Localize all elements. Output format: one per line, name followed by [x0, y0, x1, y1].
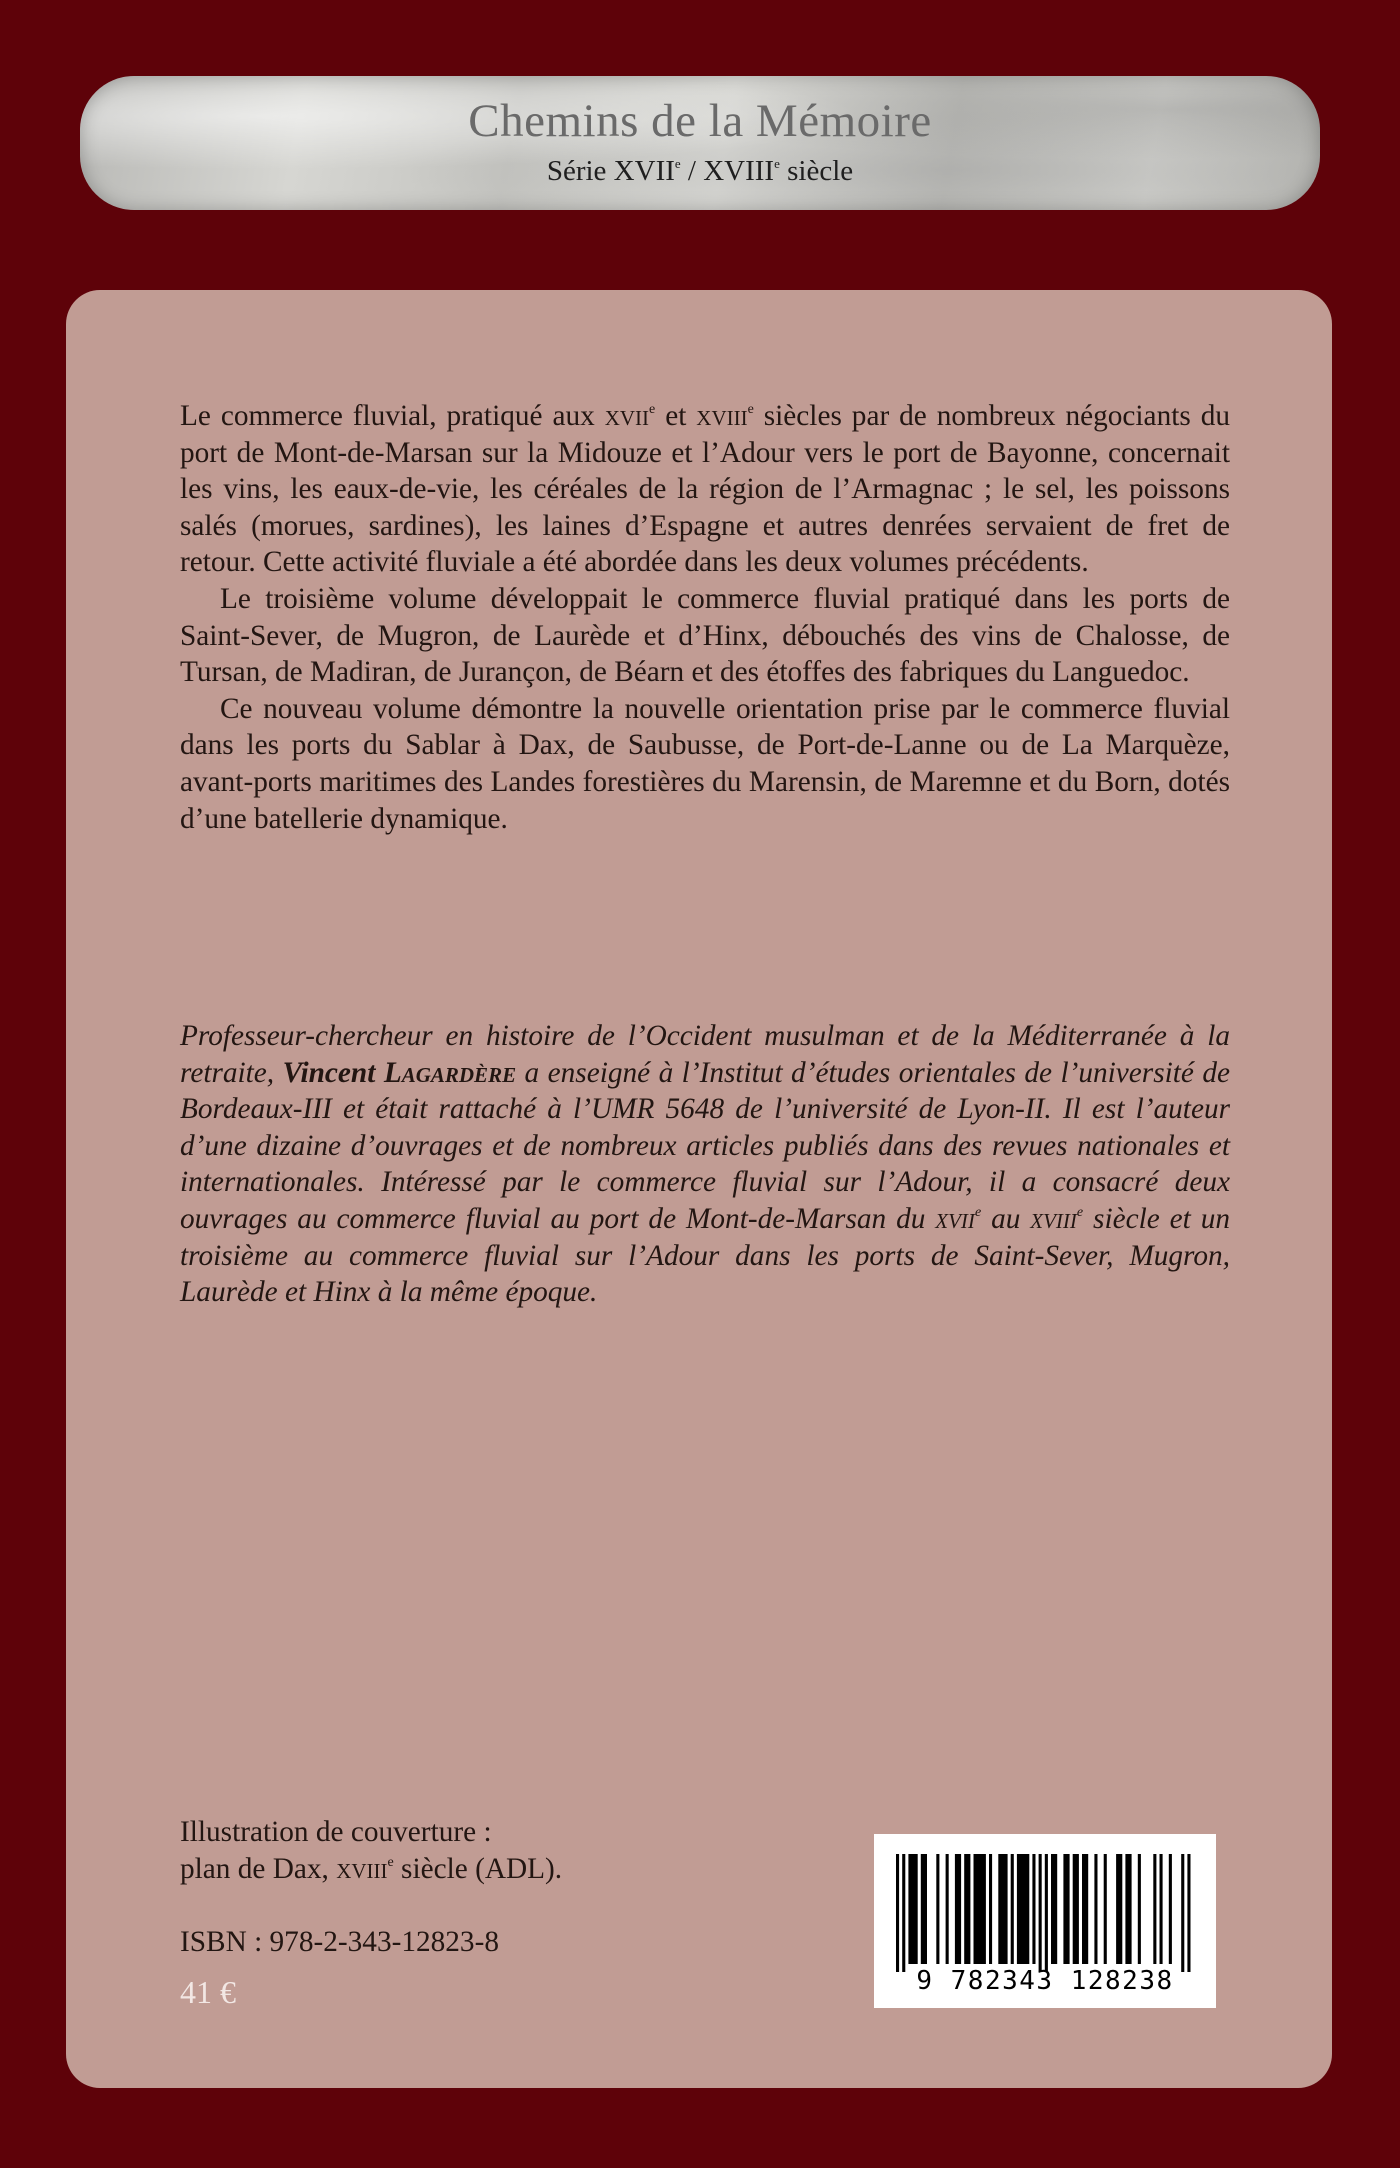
- summary-p1-text-c: siècles par de nombreux négociants du port de Mont-de-Marsan sur la Midouze et l’Adour vers le port de Bayonne, concernait les vins, les eaux-de-vie, les céréales de la région de l’Armagnac ; le sel, les poissons salés (morues, sardines), les laines d’Espagne et autres denrées servaient de fret de retour. Cette activité fluviale a été abordée dans les deux volumes précédents.: [180, 400, 1230, 579]
- credit-line-2b: siècle (ADL).: [393, 1852, 563, 1885]
- barcode-bar: [1063, 1854, 1069, 1964]
- barcode-bar: [1153, 1854, 1156, 1964]
- barcode-bar: [902, 1854, 905, 1972]
- summary-p1-text-a: Le commerce fluvial, pratiqué aux: [180, 400, 605, 432]
- bio-text-b: a enseigné à l’Institut d’études orientales de l’université de Bordeaux-III et était rattaché à l’UMR 5648 de l’université de Lyon-II. Il est l’auteur d’une dizaine d’ouvrages et de nombreux articles publiés dans des revues nationales et internationales. Intéressé par le commerce fluvial sur l’Adour, il a consacré deux ouvrages au commerce fluvial au port de Mont-de-Marsan du: [180, 1056, 1230, 1235]
- subtitle-prefix: Série XVII: [546, 155, 675, 187]
- barcode-bar: [1094, 1854, 1097, 1964]
- summary-paragraph-1: [180, 398, 1230, 581]
- barcode-bar: [1011, 1854, 1014, 1964]
- bio-century-17-sup: e: [974, 1204, 982, 1220]
- price-label: 41 €: [180, 1974, 236, 2010]
- barcode-bar: [998, 1854, 1007, 1964]
- barcode-bar: [1104, 1854, 1107, 1964]
- barcode-bar: [989, 1854, 992, 1964]
- barcode-digits: 9 782343 128238: [916, 1966, 1174, 1996]
- book-summary: [180, 398, 1230, 837]
- credit-century: xviii: [336, 1852, 388, 1885]
- barcode-bar: [921, 1854, 927, 1964]
- barcode-bar: [1039, 1854, 1042, 1972]
- credit-line-2a: plan de Dax,: [180, 1852, 337, 1885]
- century-18: xviii: [696, 400, 748, 432]
- cover-illustration-credit: [180, 1814, 562, 1887]
- barcode-bar: [1160, 1854, 1163, 1964]
- summary-paragraph-3: Ce nouveau volume démontre la nouvelle orientation prise par le commerce fluvial dans les ports du Sablar à Dax, de Saubusse, de Port-de-Lanne ou de La Marquèze, avant-ports maritimes des Landes forestières du Marensin, de Maremne et du Born, dotés d’une batellerie dynamique.: [180, 692, 1230, 835]
- summary-paragraph-2: Le troisième volume développait le commerce fluvial pratiqué dans les ports de Saint-Sever, de Mugron, de Laurède et d’Hinx, débouchés des vins de Chalosse, de Tursan, de Madiran, de Jurançon, de Béarn et des étoffes des fabriques du Languedoc.: [180, 582, 1230, 689]
- barcode-bar: [1138, 1854, 1141, 1964]
- barcode-bar: [1073, 1854, 1079, 1964]
- century-17: xvii: [604, 400, 650, 432]
- bio-text-d: siècle et un troisième au commerce fluvial sur l’Adour dans les ports de Saint-Sever, Mugron, Laurède et Hinx à la même époque.: [180, 1202, 1230, 1309]
- author-biography: [180, 1018, 1230, 1311]
- barcode-bar: [1181, 1854, 1184, 1972]
- barcode-bar: [896, 1854, 899, 1972]
- barcode-bar: [1017, 1854, 1029, 1964]
- subtitle-suffix: siècle: [779, 155, 854, 187]
- back-cover-panel: [66, 290, 1332, 2088]
- barcode-bar: [1045, 1854, 1048, 1972]
- barcode-bar: [1125, 1854, 1131, 1964]
- summary-p1-text-b: et: [655, 400, 697, 432]
- century-18-sup: e: [747, 402, 754, 417]
- credit-century-sup: e: [387, 1854, 394, 1870]
- bio-century-18: xviii: [1030, 1202, 1077, 1235]
- barcode-bar: [1116, 1854, 1122, 1964]
- barcode-bar: [1169, 1854, 1172, 1964]
- barcode-bar: [1187, 1854, 1190, 1972]
- barcode-bar: [955, 1854, 961, 1964]
- barcode-bar: [964, 1854, 970, 1964]
- barcode-bar: [946, 1854, 949, 1964]
- bio-text-a: Professeur-chercheur en histoire de l’Occident musulman et de la Méditerranée à la retraite,: [180, 1020, 1230, 1089]
- barcode-bar: [974, 1854, 986, 1964]
- barcode-bar: [1082, 1854, 1088, 1964]
- subtitle-separator: / XVIII: [680, 155, 775, 187]
- isbn-number: ISBN : 978-2-343-12823-8: [180, 1926, 499, 1958]
- bio-century-18-sup: e: [1076, 1204, 1084, 1220]
- series-title: Chemins de la Mémoire: [468, 95, 932, 147]
- subtitle-sup-2: e: [774, 156, 780, 171]
- barcode-bar: [908, 1854, 917, 1964]
- bio-text-c: au: [981, 1202, 1031, 1235]
- bio-century-17: xvii: [935, 1202, 975, 1235]
- barcode-bar: [936, 1854, 939, 1964]
- series-subtitle: [80, 157, 1320, 186]
- barcode-bar: [1051, 1854, 1057, 1964]
- author-name: [283, 1057, 517, 1089]
- credit-line-1: Illustration de couverture :: [180, 1816, 492, 1848]
- barcode-bar: [1032, 1854, 1035, 1964]
- author-last-name: Lagardère: [383, 1056, 517, 1089]
- century-17-sup: e: [649, 402, 656, 417]
- subtitle-sup-1: e: [674, 156, 681, 171]
- series-header-band: [80, 76, 1320, 210]
- author-first-name: Vincent: [282, 1056, 384, 1089]
- isbn-barcode: [874, 1834, 1216, 2008]
